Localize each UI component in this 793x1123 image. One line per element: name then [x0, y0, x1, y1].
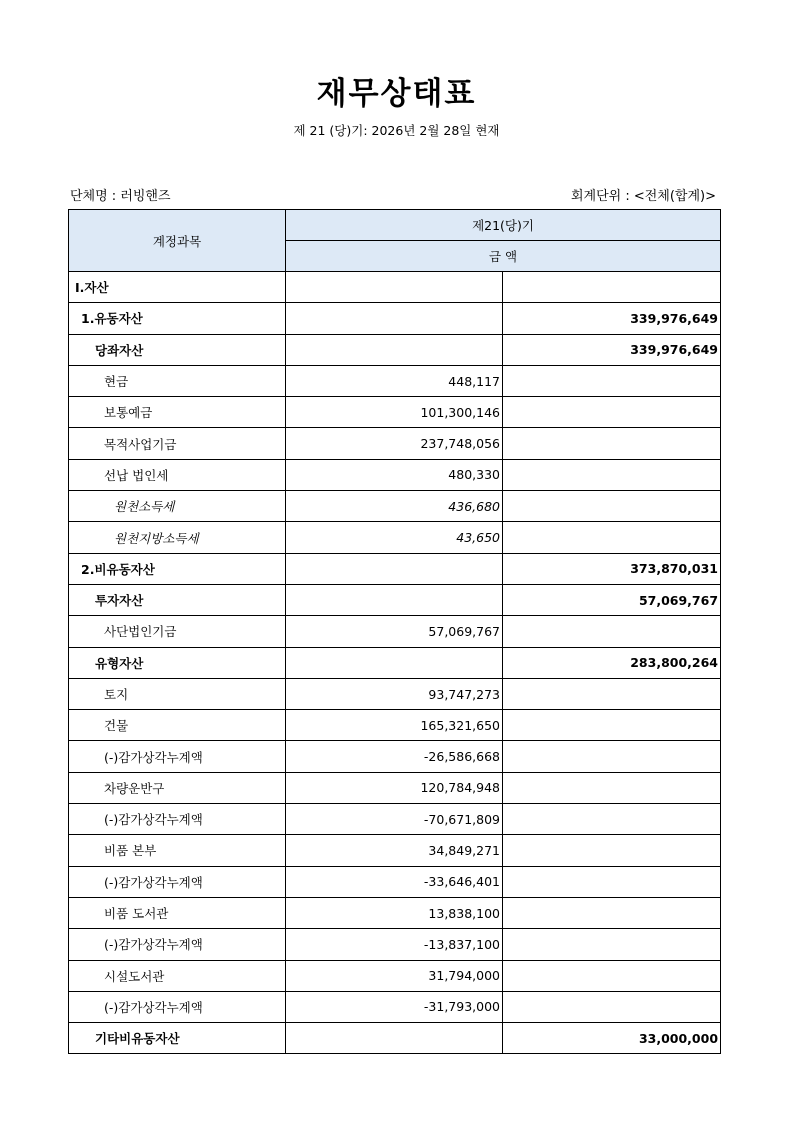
table-row [69, 428, 721, 459]
detail-amount-cell: 101,300,146 [286, 397, 503, 428]
table-row [69, 710, 721, 741]
account-name-cell: (-)감가상각누계액 [69, 991, 286, 1022]
detail-amount-cell [286, 553, 503, 584]
total-amount-cell: 283,800,264 [503, 647, 721, 678]
detail-amount-cell: 480,330 [286, 459, 503, 490]
table-row [69, 459, 721, 490]
account-name-cell: 보통예금 [69, 397, 286, 428]
detail-amount-cell: 165,321,650 [286, 710, 503, 741]
account-name-cell: (-)감가상각누계액 [69, 929, 286, 960]
detail-amount-cell: 93,747,273 [286, 678, 503, 709]
account-name-cell: 사단법인기금 [69, 616, 286, 647]
table-row [69, 929, 721, 960]
account-name-cell: (-)감가상각누계액 [69, 866, 286, 897]
detail-amount-cell: 13,838,100 [286, 897, 503, 928]
account-name-cell: 시설도서관 [69, 960, 286, 991]
detail-amount-cell: 43,650 [286, 522, 503, 553]
detail-amount-cell: 57,069,767 [286, 616, 503, 647]
period-label: 제 21 (당)기: 2026년 2월 28일 현재 [293, 123, 500, 138]
account-name-cell: 토지 [69, 678, 286, 709]
detail-amount-cell [286, 334, 503, 365]
table-row [69, 835, 721, 866]
total-amount-cell [503, 616, 721, 647]
account-name-cell: 투자자산 [69, 584, 286, 615]
detail-amount-cell: 237,748,056 [286, 428, 503, 459]
header-period: 제21(당)기 [286, 210, 721, 241]
account-name-cell: 비품 도서관 [69, 897, 286, 928]
detail-amount-cell: -31,793,000 [286, 991, 503, 1022]
header-account: 계정과목 [69, 210, 286, 272]
account-name-cell: 1.유동자산 [69, 303, 286, 334]
account-name-cell: (-)감가상각누계액 [69, 804, 286, 835]
account-name-cell: 비품 본부 [69, 835, 286, 866]
table-row [69, 647, 721, 678]
header-amount: 금 액 [286, 241, 721, 272]
detail-amount-cell [286, 303, 503, 334]
total-amount-cell [503, 365, 721, 396]
account-name-cell: 차량운반구 [69, 772, 286, 803]
total-amount-cell: 339,976,649 [503, 303, 721, 334]
table-row [69, 616, 721, 647]
detail-amount-cell: 120,784,948 [286, 772, 503, 803]
total-amount-cell [503, 459, 721, 490]
header-row [69, 210, 721, 241]
total-amount-cell [503, 929, 721, 960]
detail-amount-cell: -13,837,100 [286, 929, 503, 960]
total-amount-cell [503, 835, 721, 866]
total-amount-cell [503, 804, 721, 835]
total-amount-cell: 33,000,000 [503, 1023, 721, 1054]
total-amount-cell [503, 960, 721, 991]
detail-amount-cell: 31,794,000 [286, 960, 503, 991]
detail-amount-cell: 436,680 [286, 491, 503, 522]
account-name-cell: 원천소득세 [69, 491, 286, 522]
account-name-cell: (-)감가상각누계액 [69, 741, 286, 772]
detail-amount-cell [286, 584, 503, 615]
account-name-cell: 2.비유동자산 [69, 553, 286, 584]
table-row [69, 365, 721, 396]
table-row [69, 584, 721, 615]
detail-amount-cell: -70,671,809 [286, 804, 503, 835]
detail-amount-cell [286, 647, 503, 678]
accounting-unit-label: 회계단위 : <전체(합계)> [570, 189, 716, 204]
total-amount-cell [503, 991, 721, 1022]
detail-amount-cell [286, 1023, 503, 1054]
balance-sheet-table [68, 209, 721, 1054]
account-name-cell: 당좌자산 [69, 334, 286, 365]
table-row [69, 804, 721, 835]
detail-amount-cell: 448,117 [286, 365, 503, 396]
account-name-cell: 현금 [69, 365, 286, 396]
table-row [69, 553, 721, 584]
total-amount-cell [503, 397, 721, 428]
table-row [69, 960, 721, 991]
detail-amount-cell [286, 272, 503, 303]
account-name-cell: 기타비유동자산 [69, 1023, 286, 1054]
account-name-cell: 건물 [69, 710, 286, 741]
table-row [69, 741, 721, 772]
detail-amount-cell: -26,586,668 [286, 741, 503, 772]
table-row [69, 272, 721, 303]
total-amount-cell [503, 741, 721, 772]
account-name-cell: 원천지방소득세 [69, 522, 286, 553]
total-amount-cell [503, 866, 721, 897]
total-amount-cell [503, 491, 721, 522]
table-row [69, 678, 721, 709]
account-name-cell: 목적사업기금 [69, 428, 286, 459]
document-title: 재무상태표 [316, 76, 477, 112]
table-row [69, 772, 721, 803]
total-amount-cell [503, 272, 721, 303]
table-row [69, 397, 721, 428]
total-amount-cell [503, 428, 721, 459]
table-row [69, 1023, 721, 1054]
total-amount-cell [503, 678, 721, 709]
table-row [69, 303, 721, 334]
organization-label: 단체명 : 러빙핸즈 [70, 189, 171, 204]
table-row [69, 522, 721, 553]
table-body [69, 272, 721, 1054]
total-amount-cell [503, 897, 721, 928]
total-amount-cell [503, 772, 721, 803]
detail-amount-cell: -33,646,401 [286, 866, 503, 897]
total-amount-cell [503, 522, 721, 553]
total-amount-cell: 373,870,031 [503, 553, 721, 584]
total-amount-cell: 57,069,767 [503, 584, 721, 615]
table-row [69, 897, 721, 928]
total-amount-cell: 339,976,649 [503, 334, 721, 365]
total-amount-cell [503, 710, 721, 741]
table-row [69, 866, 721, 897]
table-row [69, 491, 721, 522]
table-row [69, 991, 721, 1022]
table-row [69, 334, 721, 365]
account-name-cell: 유형자산 [69, 647, 286, 678]
detail-amount-cell: 34,849,271 [286, 835, 503, 866]
account-name-cell: 선납 법인세 [69, 459, 286, 490]
account-name-cell: Ⅰ.자산 [69, 272, 286, 303]
